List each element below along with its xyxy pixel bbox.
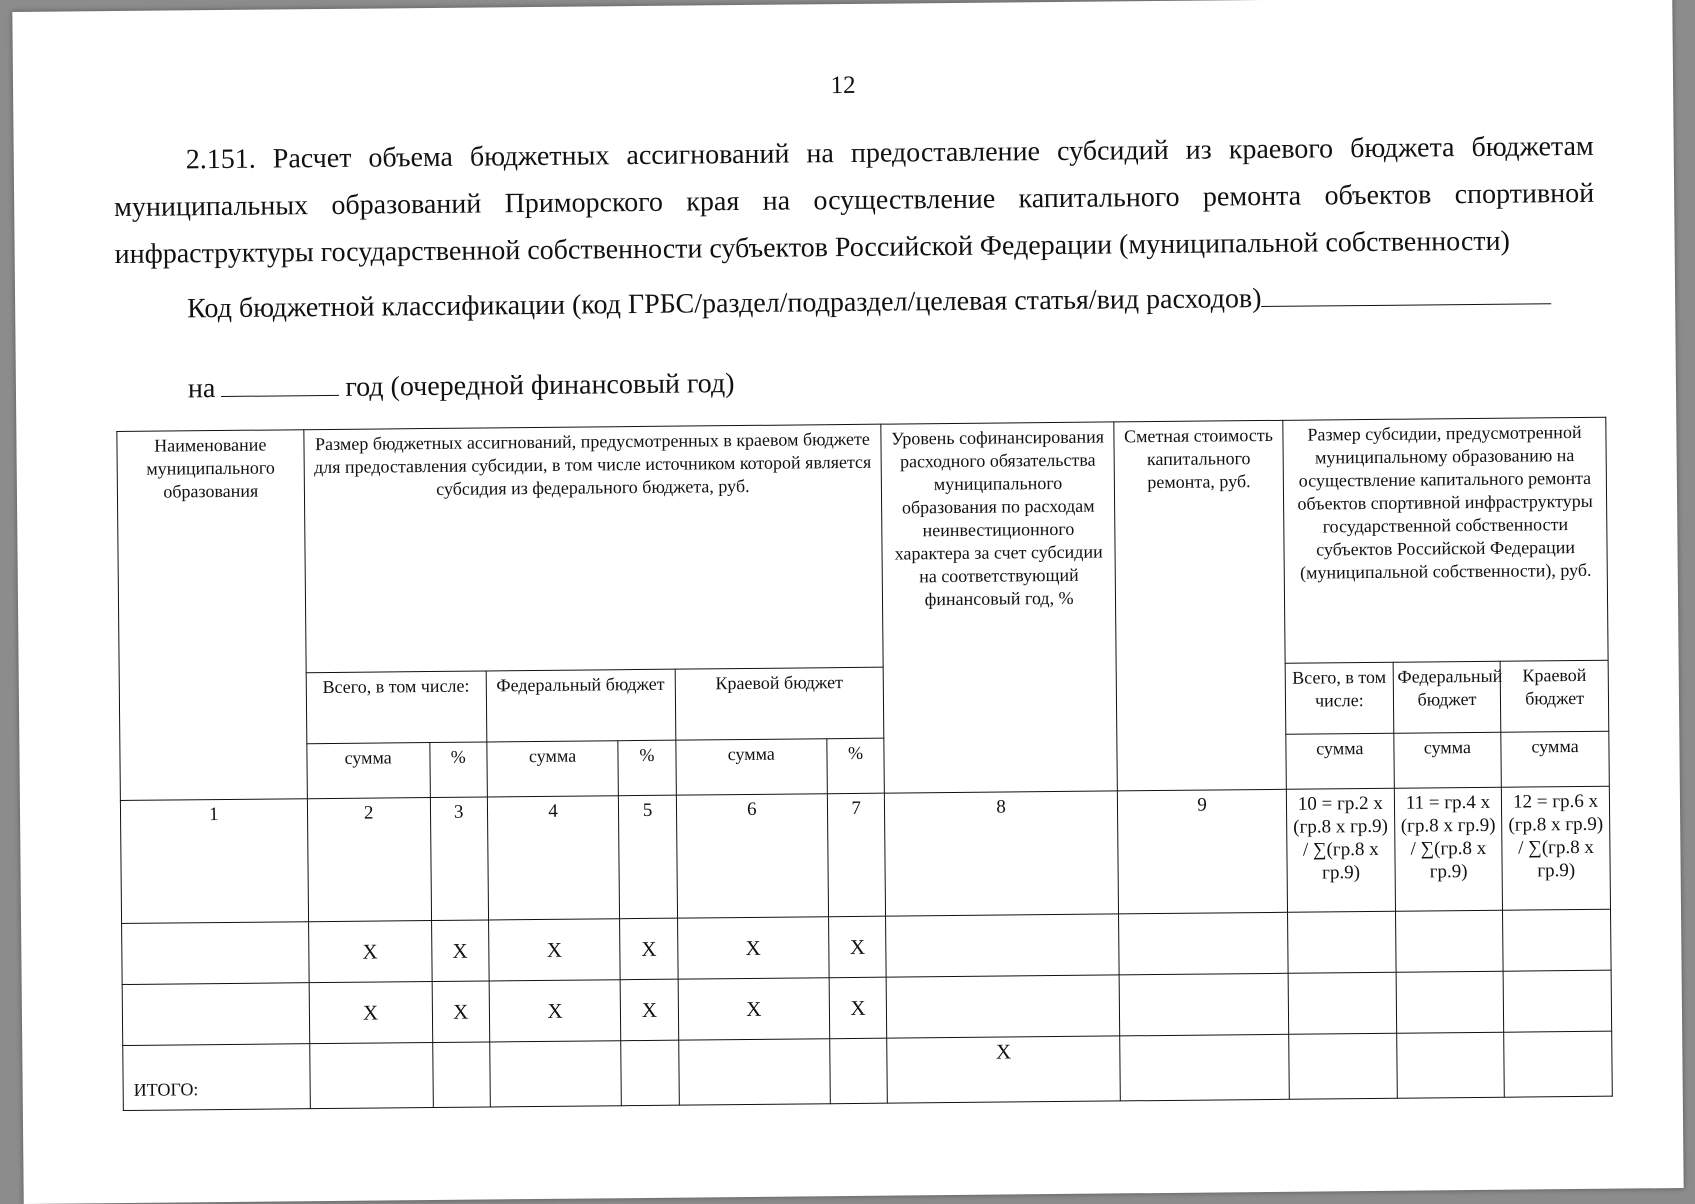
column-number: 6 xyxy=(676,794,829,919)
empty-cell xyxy=(1119,913,1289,975)
header-sum: сумма xyxy=(1286,734,1394,790)
x-mark: Х xyxy=(829,917,887,978)
header-sum: сумма xyxy=(1393,733,1501,789)
empty-cell xyxy=(886,914,1119,977)
header-subsidy-size: Размер субсидии, предусмотренной муниципальному образованию на осуществление капитального ремонта объектов спортивной инфраструктуры государственной собственности субъектов Российской Федерации (муниципальной собственности), руб. xyxy=(1283,417,1608,663)
empty-cell xyxy=(1503,910,1611,972)
header-subsidy-regional: Краевой бюджет xyxy=(1500,660,1608,732)
total-row xyxy=(123,1031,1613,1110)
section-heading: 2.151. Расчет объема бюджетных ассигнований на предоставление субсидий из краевого бюджета бюджетам муниципальных образований Приморского края на осуществление капитального ремонта объектов спортивной инфраструктуры государственной собственности субъектов Российской Федерации (муниципальной собственности) xyxy=(114,130,1595,271)
empty-cell xyxy=(489,1041,621,1107)
x-mark: Х xyxy=(431,920,489,981)
budget-classification-code-blank xyxy=(1261,279,1551,307)
header-cofinancing-level: Уровень софинансирования расходного обязательства муниципального образования по расходам неинвестиционного характера за счет субсидии на соответствующий финансовый год, % xyxy=(881,422,1117,793)
column-number: 8 xyxy=(885,791,1119,917)
header-regional-budget: Краевой бюджет xyxy=(675,667,884,740)
x-mark: Х xyxy=(678,978,830,1040)
x-mark: Х xyxy=(677,917,829,979)
header-budget-allocations: Размер бюджетных ассигнований, предусмотренных в краевом бюджете для предоставления субсидии, в том числе источником которой является субсидия из федерального бюджета, руб. xyxy=(303,424,883,673)
column-number-formula: 10 = гр.2 х (гр.8 х гр.9) / ∑(гр.8 х гр.9) xyxy=(1286,788,1395,913)
x-mark: Х xyxy=(620,919,678,980)
fiscal-year-blank xyxy=(221,371,339,397)
empty-cell xyxy=(886,975,1119,1038)
fiscal-year-suffix: год (очередной финансовый год) xyxy=(345,368,735,403)
empty-cell xyxy=(1120,1034,1290,1101)
x-mark: Х xyxy=(887,1036,1120,1103)
fiscal-year-line xyxy=(188,367,735,405)
column-number: 4 xyxy=(487,796,620,921)
page-number: 12 xyxy=(830,71,856,100)
x-mark: Х xyxy=(309,982,433,1044)
empty-cell xyxy=(1396,1032,1504,1098)
header-sum: сумма xyxy=(675,739,827,795)
header-sum: сумма xyxy=(487,741,619,797)
column-number-formula: 12 = гр.6 х (гр.8 х гр.9) / ∑(гр.8 х гр.9) xyxy=(1502,786,1611,911)
empty-cell xyxy=(1504,1031,1612,1097)
empty-cell xyxy=(1503,970,1611,1032)
header-sum: сумма xyxy=(1501,732,1609,788)
empty-cell xyxy=(678,1039,830,1105)
x-mark: Х xyxy=(488,919,620,981)
empty-cell xyxy=(432,1042,490,1108)
municipality-cell xyxy=(122,983,309,1046)
column-number-formula: 11 = гр.4 х (гр.8 х гр.9) / ∑(гр.8 х гр.9) xyxy=(1394,787,1503,912)
column-number: 1 xyxy=(120,799,308,924)
empty-cell xyxy=(830,1038,888,1104)
header-total-including: Всего, в том числе: xyxy=(306,671,487,744)
header-percent: % xyxy=(827,739,885,794)
header-subsidy-federal: Федеральный бюджет xyxy=(1393,661,1501,733)
column-number-row xyxy=(120,786,1610,924)
x-mark: Х xyxy=(308,921,432,983)
table-header-row xyxy=(117,417,1608,674)
empty-cell xyxy=(1119,974,1289,1036)
column-number: 9 xyxy=(1117,789,1287,914)
document-page xyxy=(12,0,1683,1204)
budget-classification-code-line xyxy=(187,279,1552,325)
header-estimated-cost: Сметная стоимость капитального ремонта, руб. xyxy=(1114,420,1287,790)
column-number: 7 xyxy=(827,793,885,917)
budget-classification-code-label: Код бюджетной классификации (код ГРБС/раздел/подраздел/целевая статья/вид расходов) xyxy=(187,283,1262,325)
empty-cell xyxy=(1396,971,1504,1033)
empty-cell xyxy=(1288,972,1396,1034)
header-percent: % xyxy=(429,742,487,797)
x-mark: Х xyxy=(432,981,490,1042)
header-subsidy-total-including: Всего, в том числе: xyxy=(1285,662,1393,734)
header-federal-budget: Федеральный бюджет xyxy=(486,669,676,742)
column-number: 5 xyxy=(619,795,677,919)
header-municipality: Наименование муниципального образования xyxy=(117,430,307,801)
column-number: 2 xyxy=(307,797,431,922)
total-label: ИТОГО: xyxy=(123,1044,310,1111)
empty-cell xyxy=(1289,1033,1397,1099)
subsidy-calculation-table xyxy=(116,417,1612,1111)
header-sum: сумма xyxy=(307,743,430,799)
header-percent: % xyxy=(618,741,676,796)
empty-cell xyxy=(1288,912,1396,974)
x-mark: Х xyxy=(829,977,887,1038)
municipality-cell xyxy=(122,922,309,985)
x-mark: Х xyxy=(621,979,679,1040)
x-mark: Х xyxy=(489,980,621,1042)
empty-cell xyxy=(309,1043,433,1109)
empty-cell xyxy=(621,1040,679,1106)
fiscal-year-prefix: на xyxy=(187,373,216,405)
empty-cell xyxy=(1395,911,1503,973)
column-number: 3 xyxy=(430,797,488,921)
